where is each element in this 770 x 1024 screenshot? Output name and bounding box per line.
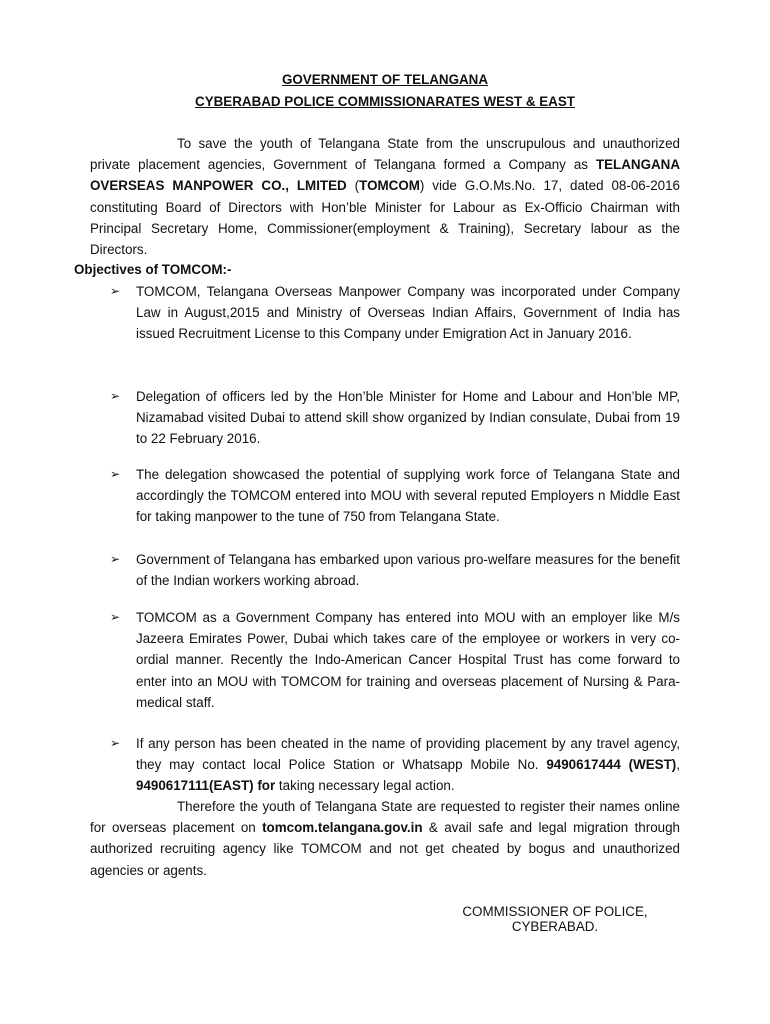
- signature-block: [440, 904, 670, 934]
- signature-title: COMMISSIONER OF POLICE,: [462, 904, 648, 919]
- bullet-text: TOMCOM, Telangana Overseas Manpower Company was incorporated under Company Law in August,2015 and Ministry of Overseas Indian Affairs, Government of India has issued Recruitment License to this Company under Emigration Act in January 2016.: [136, 284, 680, 342]
- bullet-text: Delegation of officers led by the Hon’ble Minister for Home and Labour and Hon’ble MP, Nizamabad visited Dubai to attend skill show organized by Indian consulate, Dubai from 19 to 22 February 2016.: [136, 389, 680, 447]
- bullet-item-4: [110, 549, 680, 591]
- intro-paragraph: [90, 133, 680, 260]
- bullet-text: Government of Telangana has embarked upon various pro-welfare measures for the benefit of the Indian workers working abroad.: [136, 552, 680, 589]
- heading-government: GOVERNMENT OF TELANGANA: [281, 72, 489, 87]
- bullet-item-6: [110, 733, 680, 797]
- signature-place: CYBERABAD.: [511, 919, 599, 934]
- closing-text-2: & avail safe and legal migration through authorized recruiting agency like TOMCOM and not get cheated by bogus and unauthorized agencies or agents.: [90, 820, 680, 878]
- arrow-bullet-icon: ➢: [110, 467, 121, 481]
- bullet-text: TOMCOM as a Government Company has entered into MOU with an employer like M/s Jazeera Emirates Power, Dubai which takes care of the employee or workers in very co-ordial manner. Recently the Indo-American Cancer Hospital Trust has come forward to enter into an MOU with TOMCOM for training and overseas placement of Nursing & Para-medical staff.: [136, 610, 680, 710]
- heading-commissionerate: CYBERABAD POLICE COMMISSIONARATES WEST & EAST: [195, 94, 575, 109]
- bullet-text-separator: ,: [676, 757, 680, 773]
- arrow-bullet-icon: ➢: [110, 389, 121, 403]
- arrow-bullet-icon: ➢: [110, 610, 121, 624]
- phone-east: 9490617111(EAST) for: [136, 778, 276, 794]
- closing-text-1: Therefore the youth of Telangana State are requested to register their names online for overseas placement on: [90, 799, 680, 836]
- bullet-item-1: [110, 281, 680, 345]
- bullet-text: The delegation showcased the potential of supplying work force of Telangana State and accordingly the TOMCOM entered into MOU with several reputed Employers n Middle East for taking manpower to the tune of 750 from Telangana State.: [136, 467, 680, 525]
- intro-text-1: To save the youth of Telangana State from the unscrupulous and unauthorized private placement agencies, Government of Telangana formed a Company as: [90, 136, 680, 173]
- intro-text-3: ) vide G.O.Ms.No. 17, dated 08-06-2016 constituting Board of Directors with Hon’ble Minister for Labour as Ex-Officio Chairman with Principal Secretary Home, Commissioner(employment & Training), Secretary labour as the Directors.: [90, 178, 680, 258]
- arrow-bullet-icon: ➢: [110, 736, 121, 750]
- bullet-text: If any person has been cheated in the name of providing placement by any travel agency, they may contact local Police Station or Whatsapp Mobile No.: [136, 736, 680, 773]
- company-short-name: TOMCOM: [359, 178, 420, 194]
- company-name: TELANGANA OVERSEAS MANPOWER CO., LMITED: [90, 157, 680, 194]
- bullet-item-5: [110, 607, 680, 713]
- bullet-text-end: taking necessary legal action.: [275, 778, 455, 794]
- website-address: tomcom.telangana.gov.in: [262, 820, 423, 836]
- phone-west: 9490617444 (WEST): [546, 757, 677, 773]
- arrow-bullet-icon: ➢: [110, 284, 121, 298]
- intro-text-2: (: [346, 178, 360, 194]
- bullet-item-2: [110, 386, 680, 450]
- closing-paragraph: [90, 796, 680, 881]
- objectives-title: Objectives of TOMCOM:-: [74, 262, 232, 277]
- arrow-bullet-icon: ➢: [110, 552, 121, 566]
- bullet-item-3: [110, 464, 680, 528]
